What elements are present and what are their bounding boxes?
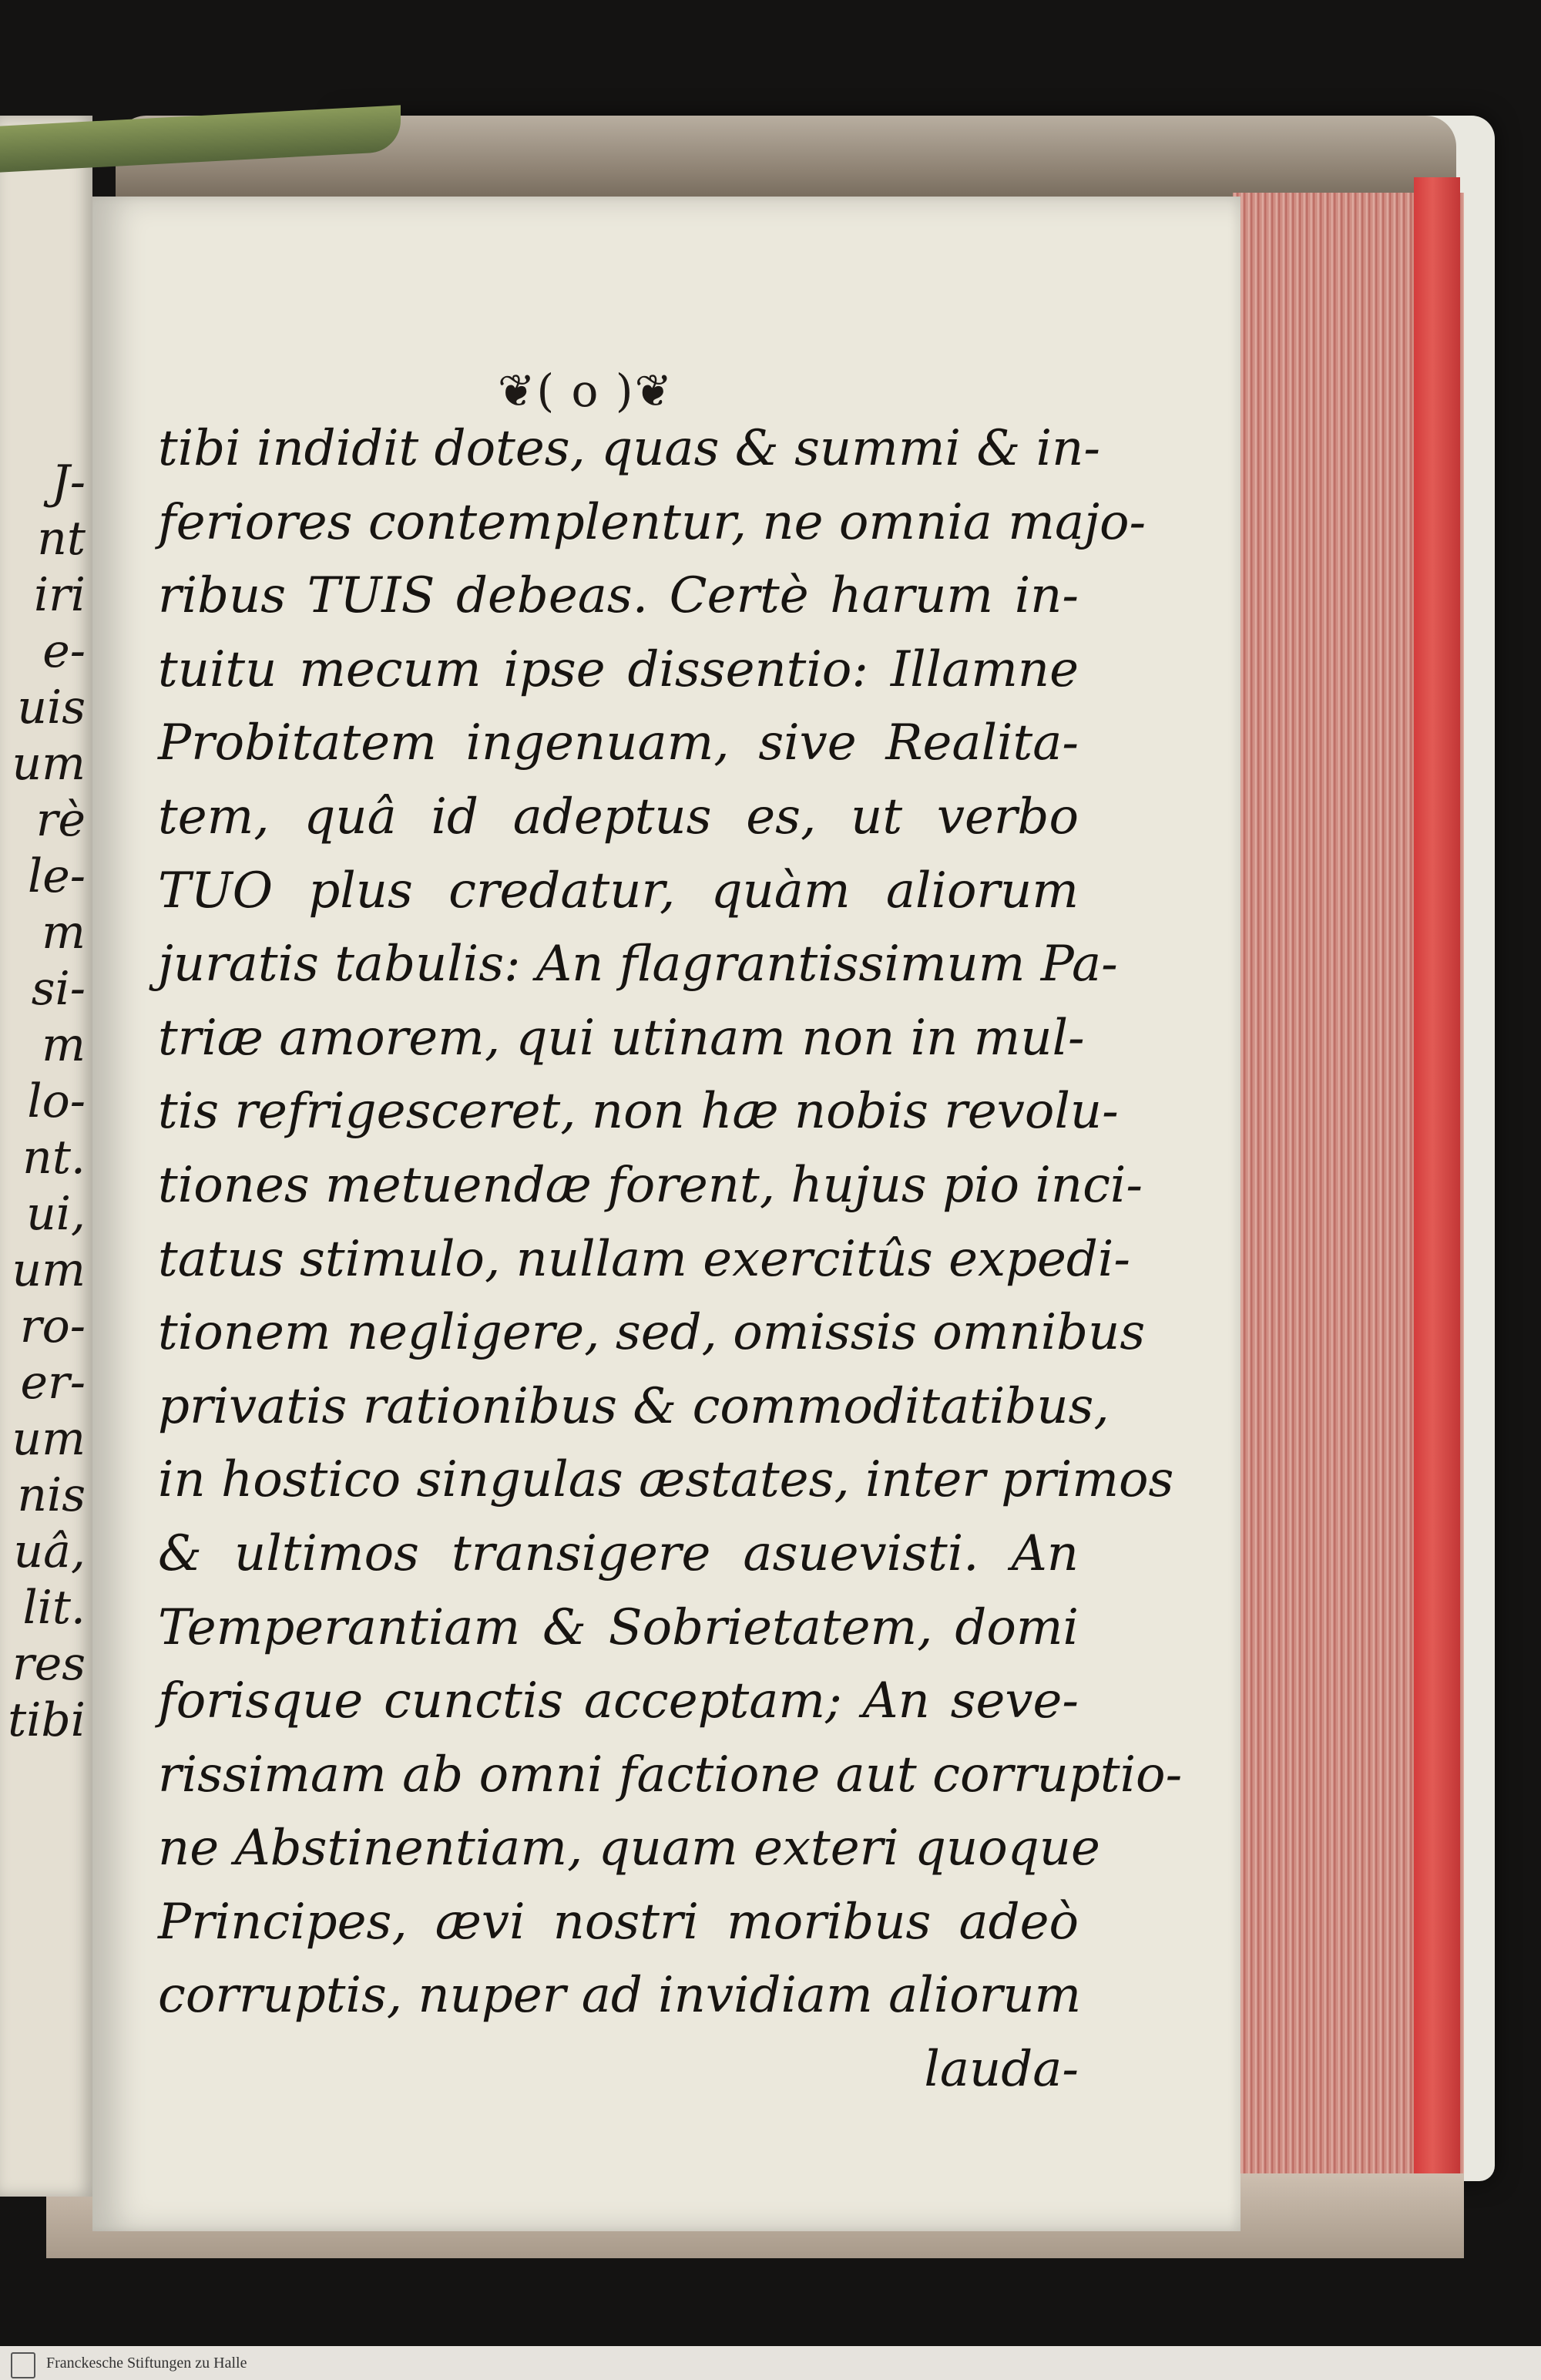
text-line: feriores contemplentur, ne omnia majo- bbox=[158, 493, 1147, 551]
left-page-fragment: nt bbox=[37, 512, 86, 566]
red-edge-cover bbox=[1414, 177, 1460, 2181]
left-page-fragment: nis bbox=[17, 1468, 86, 1522]
left-page-fragment: uâ, bbox=[13, 1524, 86, 1578]
left-page-fragment: ro- bbox=[19, 1299, 86, 1353]
left-page-fragment: iri bbox=[33, 568, 86, 622]
text-line: corruptis, nuper ad invidiam aliorum bbox=[158, 1967, 1082, 2025]
text-line: tibi indidit dotes, quas & summi & in- bbox=[158, 420, 1100, 477]
text-line: lauda- bbox=[924, 2041, 1079, 2099]
left-page-fragment: m bbox=[42, 906, 86, 960]
text-line: & ultimos transigere asuevisti. An bbox=[158, 1524, 1079, 1582]
left-page-fragment: uis bbox=[17, 681, 86, 735]
text-line: privatis rationibus & commoditatibus, bbox=[158, 1377, 1110, 1435]
left-page-text-fragments bbox=[0, 455, 89, 2035]
text-line: ne Abstinentiam, quam exteri quoque bbox=[158, 1820, 1100, 1877]
left-page-fragment: um bbox=[12, 1412, 86, 1466]
footer-credit: Franckesche Stiftungen zu Halle bbox=[46, 2355, 247, 2372]
text-line: Principes, ævi nostri moribus adeò bbox=[158, 1893, 1079, 1951]
left-page-fragment: nt. bbox=[22, 1131, 86, 1185]
text-line: tatus stimulo, nullam exercitûs expedi- bbox=[158, 1230, 1130, 1288]
left-page-fragment: res bbox=[12, 1637, 86, 1691]
page-header-ornament: ❦( o )❦ bbox=[497, 365, 674, 417]
left-page-fragment: e- bbox=[42, 624, 86, 678]
text-line: ribus TUIS debeas. Certè harum in- bbox=[158, 567, 1079, 625]
text-line: rissimam ab omni factione aut corruptio- bbox=[158, 1746, 1183, 1803]
left-page-fragment: m bbox=[42, 1018, 86, 1072]
left-page-fragment: ui, bbox=[26, 1187, 86, 1241]
footer-bar bbox=[0, 2346, 1541, 2380]
left-page-fragment: er- bbox=[20, 1356, 86, 1410]
text-line: in hostico singulas æstates, inter primos bbox=[158, 1451, 1174, 1509]
text-line: tem, quâ id adeptus es, ut verbo bbox=[158, 788, 1079, 845]
text-line: Probitatem ingenuam, sive Realita- bbox=[158, 714, 1079, 772]
left-page-fragment: le- bbox=[28, 849, 86, 903]
left-page-fragment: tibi bbox=[8, 1693, 86, 1747]
text-line: forisque cunctis acceptam; An seve- bbox=[158, 1672, 1079, 1730]
text-line: juratis tabulis: An flagrantissimum Pa- bbox=[158, 936, 1118, 993]
text-line: tionem negligere, sed, omissis omnibus bbox=[158, 1304, 1146, 1362]
text-line: triæ amorem, qui utinam non in mul- bbox=[158, 1009, 1085, 1067]
text-line: tis refrigesceret, non hæ nobis revolu- bbox=[158, 1083, 1119, 1141]
left-page-fragment: um bbox=[12, 1243, 86, 1297]
text-line: Temperantiam & Sobrietatem, domi bbox=[158, 1598, 1079, 1656]
institution-logo-icon bbox=[11, 2352, 35, 2378]
text-line: tuitu mecum ipse dissentio: Illamne bbox=[158, 640, 1079, 698]
left-page-fragment: J- bbox=[51, 455, 86, 509]
left-page-fragment: lit. bbox=[22, 1581, 86, 1635]
text-line: tiones metuendæ forent, hujus pio inci- bbox=[158, 1156, 1143, 1214]
left-page-fragment: rè bbox=[35, 793, 86, 847]
left-page-fragment: si- bbox=[31, 962, 86, 1016]
left-page-fragment: um bbox=[12, 737, 86, 791]
text-line: TUO plus credatur, quàm aliorum bbox=[158, 862, 1079, 919]
page-text-block bbox=[158, 412, 1183, 2107]
left-page-fragment: lo- bbox=[27, 1074, 86, 1128]
